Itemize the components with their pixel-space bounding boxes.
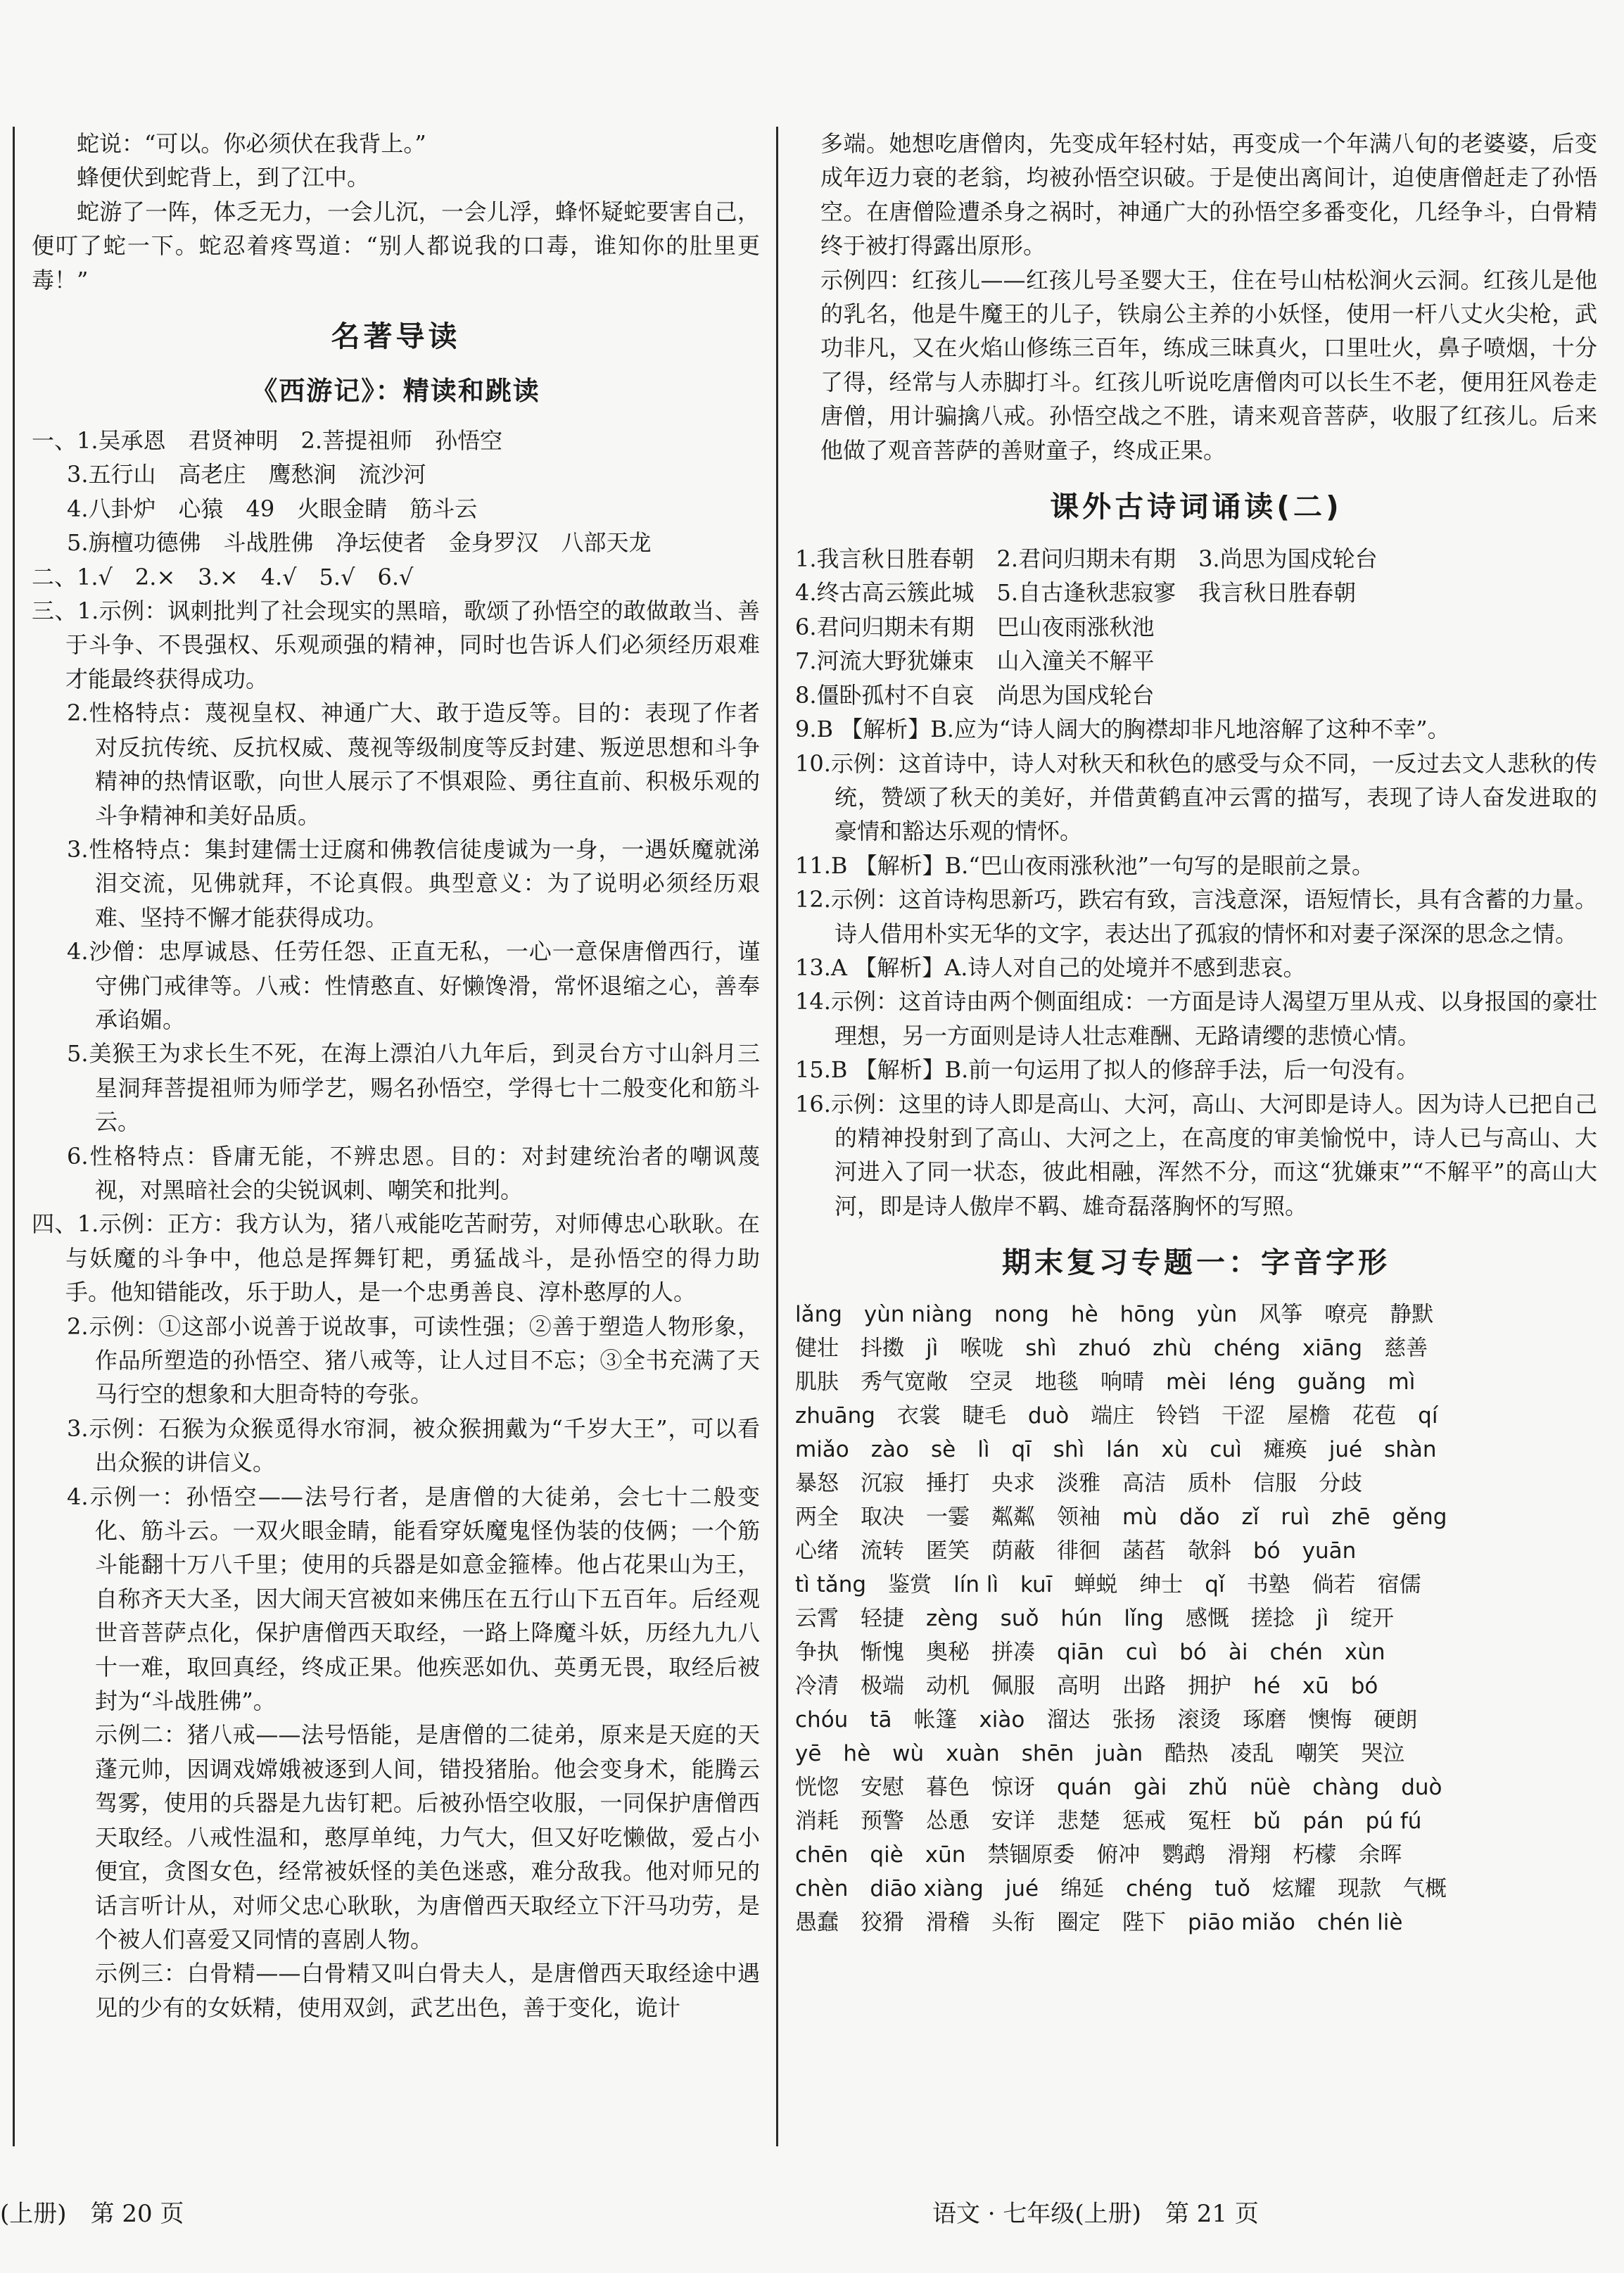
answer-item: 4.八卦炉 心猿 49 火眼金睛 筋斗云 xyxy=(67,495,478,522)
word-grid-row: 争执 惭愧 奥秘 拼凑 qiān cuì bó ài chén xùn xyxy=(795,1640,1385,1666)
poem-answer-item: 14.示例：这首诗由两个侧面组成：一方面是诗人渴望万里从戎、以身报国的豪壮理想，另一方面则是诗人壮志难酬、无路请缨的悲愤心情。 xyxy=(795,988,1597,1049)
answer-item: 示例三：白骨精——白骨精又叫白骨夫人，是唐僧西天取经途中遇见的少有的女妖精，使用双剑，武艺出色，善于变化，诡计 xyxy=(95,1960,760,2021)
word-grid-row: miǎo zào sè lì qī shì lán xù cuì 瘫痪 jué shàn xyxy=(795,1437,1437,1463)
poem-answer-list xyxy=(795,542,1597,1223)
word-grid-row: 肌肤 秀气宽敞 空灵 地毯 响晴 mèi léng guǎng mì xyxy=(795,1369,1416,1395)
word-grid-row: 心绪 流转 匿笑 荫蔽 徘徊 菡萏 欹斜 bó yuān xyxy=(795,1538,1357,1564)
answer-item: 3.示例：石猴为众猴觅得水帘洞，被众猴拥戴为“千岁大王”，可以看出众猴的讲信义。 xyxy=(67,1414,760,1476)
word-grid-row: lǎng yùn niàng nong hè hōng yùn 风筝 嘹亮 静默 xyxy=(795,1302,1434,1328)
poem-answer-item: 8.僵卧孤村不自哀 尚思为国戍轮台 xyxy=(795,681,1155,709)
story-line: 蛇游了一阵，体乏无力，一会儿沉，一会儿浮，蜂怀疑蛇要害自己，便叮了蛇一下。蛇忍着疼骂道：“别人都说我的口毒，谁知你的肚里更毒！” xyxy=(32,198,760,293)
poem-answer-item: 4.终古高云簇此城 5.自古逢秋悲寂寥 我言秋日胜春朝 xyxy=(795,579,1357,607)
answer-item: 3.五行山 高老庄 鹰愁涧 流沙河 xyxy=(67,461,426,488)
word-grid-row: chēn qiè xūn 禁锢原委 俯冲 鹦鹉 滑翔 朽檬 余晖 xyxy=(795,1842,1402,1868)
word-grid-row: 两全 取决 一霎 粼粼 领袖 mù dǎo zǐ ruì zhē gěng xyxy=(795,1505,1447,1531)
poem-answer-item: 16.示例：这里的诗人即是高山、大河，高山、大河即是诗人。因为诗人已把自己的精神投射到了高山、大河之上，在高度的审美愉悦中，诗人已与高山、大河进入了同一状态，彼此相融，浑然不分，而这“犹嫌束”“不解平”的高山大河，即是诗人傲岸不羁、雄奇磊落胸怀的写照。 xyxy=(795,1090,1597,1220)
example-paragraph: 示例四：红孩儿——红孩儿号圣婴大王，住在号山枯松涧火云洞。红孩儿是他的乳名，他是牛魔王的儿子，铁扇公主养的小妖怪，使用一杆八丈火尖枪，武功非凡，又在火焰山修练三百年，练成三昧真火，口里吐火，鼻子喷烟，十分了得，经常与人赤脚打斗。红孩儿听说吃唐僧肉可以长生不老，便用狂风卷走唐僧，用计骗擒八戒。孙悟空战之不胜，请来观音菩萨，收服了红孩儿。后来他做了观音菩萨的善财童子，终成正果。 xyxy=(820,266,1597,464)
right-column xyxy=(795,127,1597,1939)
word-grid-row: chóu tā 帐篷 xiào 溜达 张扬 滚烫 琢磨 懊悔 硬朗 xyxy=(795,1707,1418,1733)
answer-item: 3.性格特点：集封建儒士迂腐和佛教信徒虔诚为一身，一遇妖魔就涕泪交流，见佛就拜，不论真假。典型意义：为了说明必须经历艰难、坚持不懈才能获得成功。 xyxy=(67,835,760,931)
answer-item: 6.性格特点：昏庸无能，不辨忠恩。目的：对封建统治者的嘲讽蔑视，对黑暗社会的尖锐讽刺、嘲笑和批判。 xyxy=(67,1142,760,1203)
answer-item: 三、1.示例：讽刺批判了社会现实的黑暗，歌颂了孙悟空的敢做敢当、善于斗争、不畏强权、乐观顽强的精神，同时也告诉人们必须经历艰难才能最终获得成功。 xyxy=(32,597,760,692)
page-footer-right: 语文 · 七年级(上册) 第 21 页 xyxy=(932,2200,1259,2228)
poem-section-title: 课外古诗词诵读(二) xyxy=(1050,490,1343,524)
poem-answer-item: 13.A 【解析】A.诗人对自己的处境并不感到悲哀。 xyxy=(795,954,1306,981)
answer-item: 2.性格特点：蔑视皇权、神通广大、敢于造反等。目的：表现了作者对反抗传统、反抗权威、蔑视等级制度等反封建、叛逆思想和斗争精神的热情讴歌，向世人展示了不惧艰险、勇往直前、积极乐观的斗争精神和美好品质。 xyxy=(67,699,760,829)
word-grid-row: 消耗 预警 怂恿 安详 悲楚 惩戒 冤枉 bǔ pán pú fú xyxy=(795,1809,1422,1835)
poem-answer-item: 12.示例：这首诗构思新巧，跌宕有致，言浅意深，语短情长，具有含蓄的力量。诗人借用朴实无华的文字，表达出了孤寂的情怀和对妻子深深的思念之情。 xyxy=(795,886,1597,947)
word-grid-row: chèn diāo xiàng jué 绵延 chéng tuǒ 炫耀 现款 气概 xyxy=(795,1876,1447,1902)
answer-item: 一、1.吴承恩 君贤神明 2.菩提祖师 孙悟空 xyxy=(32,427,503,455)
word-grid-row: tì tǎng 鉴赏 lín lì kuī 蝉蜕 绅士 qǐ 书塾 倘若 宿儒 xyxy=(795,1572,1421,1598)
poem-answer-item: 10.示例：这首诗中，诗人对秋天和秋色的感受与众不同，一反过去文人悲秋的传统，赞颂了秋天的美好，并借黄鹤直冲云霄的描写，表现了诗人奋发进取的豪情和豁达乐观的情怀。 xyxy=(795,749,1597,845)
answer-item: 2.示例：①这部小说善于说故事，可读性强；②善于塑造人物形象，作品所塑造的孙悟空、猪八戒等，让人过目不忘；③全书充满了天马行空的想象和大胆奇特的夸张。 xyxy=(67,1312,760,1408)
answer-item: 示例二：猪八戒——法号悟能，是唐僧的二徒弟，原来是天庭的天蓬元帅，因调戏嫦娥被逐到人间，错投猪胎。他会变身术，能腾云驾雾，使用的兵器是九齿钉耙。后被孙悟空收服，一同保护唐僧西天取经。八戒性温和，憨厚单纯，力气大，但又好吃懒做，爱占小便宜，贪图女色，经常被妖怪的美色迷惑，难分敌我。他对师兄的话言听计从，对师父忠心耿耿，为唐僧西天取经立下汗马功劳，是个被人们喜爱又同情的喜剧人物。 xyxy=(95,1721,760,1953)
answer-item: 5.旃檀功德佛 斗战胜佛 净坛使者 金身罗汉 八部天龙 xyxy=(67,529,652,557)
poem-answer-item: 9.B 【解析】B.应为“诗人阔大的胸襟却非凡地溶解了这种不幸”。 xyxy=(795,716,1450,743)
poem-answer-item: 6.君问归期未有期 巴山夜雨涨秋池 xyxy=(795,613,1155,640)
answer-list xyxy=(32,424,760,2025)
word-grid-row: yē hè wù xuàn shēn juàn 酷热 凌乱 嘲笑 哭泣 xyxy=(795,1741,1405,1767)
poem-answer-item: 15.B 【解析】B.前一句运用了拟人的修辞手法，后一句没有。 xyxy=(795,1056,1419,1084)
continued-paragraph: 多端。她想吃唐僧肉，先变成年轻村姑，再变成一个年满八旬的老婆婆，后变成年迈力衰的老翁，均被孙悟空识破。于是使出离间计，迫使唐僧赶走了孙悟空。在唐僧险遭杀身之祸时，神通广大的孙悟空多番变化，几经争斗，白骨精终于被打得露出原形。 xyxy=(820,130,1597,260)
answer-item: 4.沙僧：忠厚诚恳、任劳任怨、正直无私，一心一意保唐僧西行，谨守佛门戒律等。八戒：性情憨直、好懒馋滑，常怀退缩之心，善奉承谄媚。 xyxy=(67,938,760,1033)
poem-answer-item: 7.河流大野犹嫌束 山入潼关不解平 xyxy=(795,647,1155,675)
word-grid-row: 恍惚 安慰 暮色 惊讶 quán gài zhǔ nüè chàng duò xyxy=(795,1775,1442,1801)
word-grid-row: 云霄 轻捷 zèng suǒ hún lǐng 感慨 搓捻 jì 绽开 xyxy=(795,1606,1395,1632)
pinyin-word-grid xyxy=(795,1298,1597,1939)
poem-answer-item: 11.B 【解析】B.“巴山夜雨涨秋池”一句写的是眼前之景。 xyxy=(795,851,1374,879)
answer-item: 5.美猴王为求长生不死，在海上漂泊八九年后，到灵台方寸山斜月三星洞拜菩提祖师为师学艺，赐名孙悟空，学得七十二般变化和筋斗云。 xyxy=(67,1040,760,1136)
center-column-rule xyxy=(776,127,778,2146)
left-column xyxy=(32,127,760,2025)
word-grid-row: 健壮 抖擞 jì 喉咙 shì zhuó zhù chéng xiāng 慈善 xyxy=(795,1336,1428,1362)
page-footer-left: (上册) 第 20 页 xyxy=(0,2200,184,2228)
word-grid-row: 暴怒 沉寂 捶打 央求 淡雅 高洁 质朴 信服 分歧 xyxy=(795,1471,1362,1497)
poem-answer-item: 1.我言秋日胜春朝 2.君问归期未有期 3.尚思为国戍轮台 xyxy=(795,545,1378,573)
answer-item: 4.示例一：孙悟空——法号行者，是唐僧的大徒弟，会七十二般变化、筋斗云。一双火眼金睛，能看穿妖魔鬼怪伪装的伎俩；一个筋斗能翻十万八千里；使用的兵器是如意金箍棒。他占花果山为王，自称齐天大圣，因大闹天宫被如来佛压在五行山下五百年。后经观世音菩萨点化，保护唐僧西天取经，一路上降魔斗妖，历经九九八十一难，取回真经，终成正果。他疾恶如仇、英勇无畏，取经后被封为“斗战胜佛”。 xyxy=(67,1483,760,1715)
answer-item: 二、1.√ 2.× 3.× 4.√ 5.√ 6.√ xyxy=(32,563,414,590)
word-grid-row: 冷清 极端 动机 佩服 高明 出路 拥护 hé xū bó xyxy=(795,1673,1378,1699)
answer-item: 四、1.示例：正方：我方认为，猪八戒能吃苦耐劳，对师傅忠心耿耿。在与妖魔的斗争中，他总是挥舞钉耙，勇猛战斗，是孙悟空的得力助手。他知错能改，乐于助人，是一个忠勇善良、淳朴憨厚的人。 xyxy=(32,1210,760,1306)
left-margin-rule xyxy=(13,127,15,2146)
review-section-title: 期末复习专题一：字音字形 xyxy=(1002,1246,1390,1280)
subsection-title: 《西游记》：精读和跳读 xyxy=(251,376,540,407)
section-title: 名著导读 xyxy=(331,319,461,354)
story-line: 蛇说：“可以。你必须伏在我背上。” xyxy=(77,130,426,157)
word-grid-row: zhuāng 衣裳 睫毛 duò 端庄 铃铛 干涩 屋檐 花苞 qí xyxy=(795,1403,1438,1429)
story-line: 蜂便伏到蛇背上，到了江中。 xyxy=(77,164,370,191)
word-grid-row: 愚蠢 狡猾 滑稽 头衔 圈定 陛下 piāo miǎo chén liè xyxy=(795,1910,1403,1936)
